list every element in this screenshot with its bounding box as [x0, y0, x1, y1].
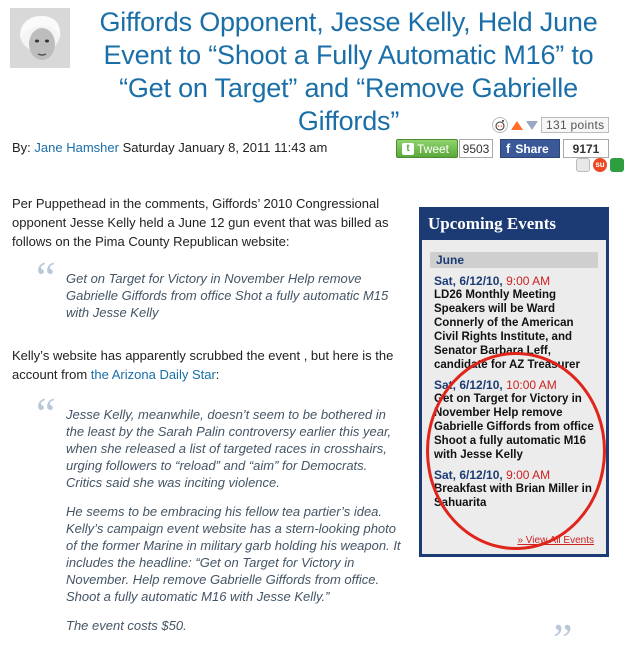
- tweet-label: Tweet: [417, 141, 450, 156]
- event-link[interactable]: Get on Target for Victory in November Help remove Gabrielle Giffords from office Shoot a fully automatic M16 with Jesse Kelly: [434, 393, 594, 461]
- facebook-icon: f: [506, 141, 511, 156]
- event-date: Sat, 6/12/10,: [434, 274, 503, 288]
- byline: [12, 140, 327, 155]
- event-item: [434, 274, 594, 372]
- article-title: Giffords Opponent, Jesse Kelly, Held June Event to “Shoot a Fully Automatic M16” to “Get on Target” and “Remove Gabrielle Giffords”: [99, 7, 598, 136]
- facebook-share-button[interactable]: [500, 139, 560, 158]
- event-item: [434, 378, 594, 462]
- event-time: 9:00 AM: [506, 468, 551, 482]
- month-header: June: [430, 252, 598, 268]
- event-date: Sat, 6/12/10,: [434, 468, 503, 482]
- arizona-daily-star-link[interactable]: the Arizona Daily Star: [90, 367, 216, 382]
- event-date-line: [434, 468, 594, 482]
- author-avatar: [10, 8, 70, 68]
- close-quote-icon: ”: [553, 615, 573, 647]
- digg-icon[interactable]: [576, 158, 590, 172]
- blockquote-daily-star: [66, 406, 401, 646]
- event-link[interactable]: Breakfast with Brian Miller in Sahuarita: [434, 483, 592, 509]
- author-link[interactable]: Jane Hamsher: [34, 140, 119, 155]
- share-label: Share: [515, 141, 549, 156]
- twitter-icon: t: [402, 143, 414, 155]
- upvote-arrow-icon[interactable]: [511, 121, 523, 130]
- blockquote-pima: Get on Target for Victory in November Help remove Gabrielle Giffords from office Shot a fully automatic M15 with Jesse Kelly: [66, 271, 389, 320]
- stumbleupon-icon[interactable]: su: [593, 158, 607, 172]
- downvote-arrow-icon[interactable]: [526, 121, 538, 130]
- share-icon[interactable]: [610, 158, 624, 172]
- tweet-count: 9503: [459, 139, 493, 158]
- reddit-icon[interactable]: [492, 117, 508, 133]
- share-count: 9171: [563, 139, 609, 158]
- middle-paragraph: [12, 346, 402, 384]
- mini-share-icons: [576, 158, 624, 172]
- middle-end: :: [215, 367, 220, 382]
- middle-text: Kelly’s website has apparently scrubbed the event , but here is the account from: [12, 348, 394, 382]
- event-date-line: [434, 378, 594, 392]
- event-time: 10:00 AM: [506, 378, 557, 392]
- event-date: Sat, 6/12/10,: [434, 378, 503, 392]
- vote-widget: [492, 116, 609, 134]
- event-link[interactable]: LD26 Monthly Meeting Speakers will be Ward Connerly of the American Civil Rights Institute, and Senator Barbara Leff, candidate for AZ Treasurer: [434, 289, 580, 371]
- tweet-button[interactable]: [396, 139, 458, 158]
- event-time: 9:00 AM: [506, 274, 551, 288]
- event-date-line: [434, 274, 594, 288]
- open-quote-icon: “: [36, 253, 56, 302]
- event-item: [434, 468, 594, 510]
- view-all-events-link[interactable]: » View All Events: [517, 535, 594, 546]
- open-quote-icon: “: [36, 389, 56, 438]
- upcoming-events-panel: [419, 207, 609, 557]
- intro-paragraph: Per Puppethead in the comments, Giffords’ 2010 Congressional opponent Jesse Kelly held a June 12 gun event that was billed as follows on the Pima County Republican website:: [12, 196, 389, 249]
- quote-paragraph: The event costs $50.: [66, 618, 187, 633]
- points-count: 131 points: [541, 117, 609, 133]
- quote-paragraph: Jesse Kelly, meanwhile, doesn’t seem to be bothered in the least by the Sarah Palin controversy earlier this year, when she released a list of targeted races in crosshairs, urging followers to “reload” and “aim” for Democrats. Critics said she was inciting violence.: [66, 407, 392, 490]
- byline-prefix: By:: [12, 140, 31, 155]
- quote-paragraph: He seems to be embracing his fellow tea partier’s idea. Kelly’s campaign event website has a stern-looking photo of the former Marine in military garb holding his weapon. It includes the headline: “Get on Target for Victory in November. Help remove Gabrielle Giffords from office. Shoot a fully automatic M16 with Jesse Kelly.”: [66, 504, 401, 604]
- post-date: Saturday January 8, 2011 11:43 am: [122, 140, 328, 155]
- panel-heading: Upcoming Events: [422, 210, 606, 240]
